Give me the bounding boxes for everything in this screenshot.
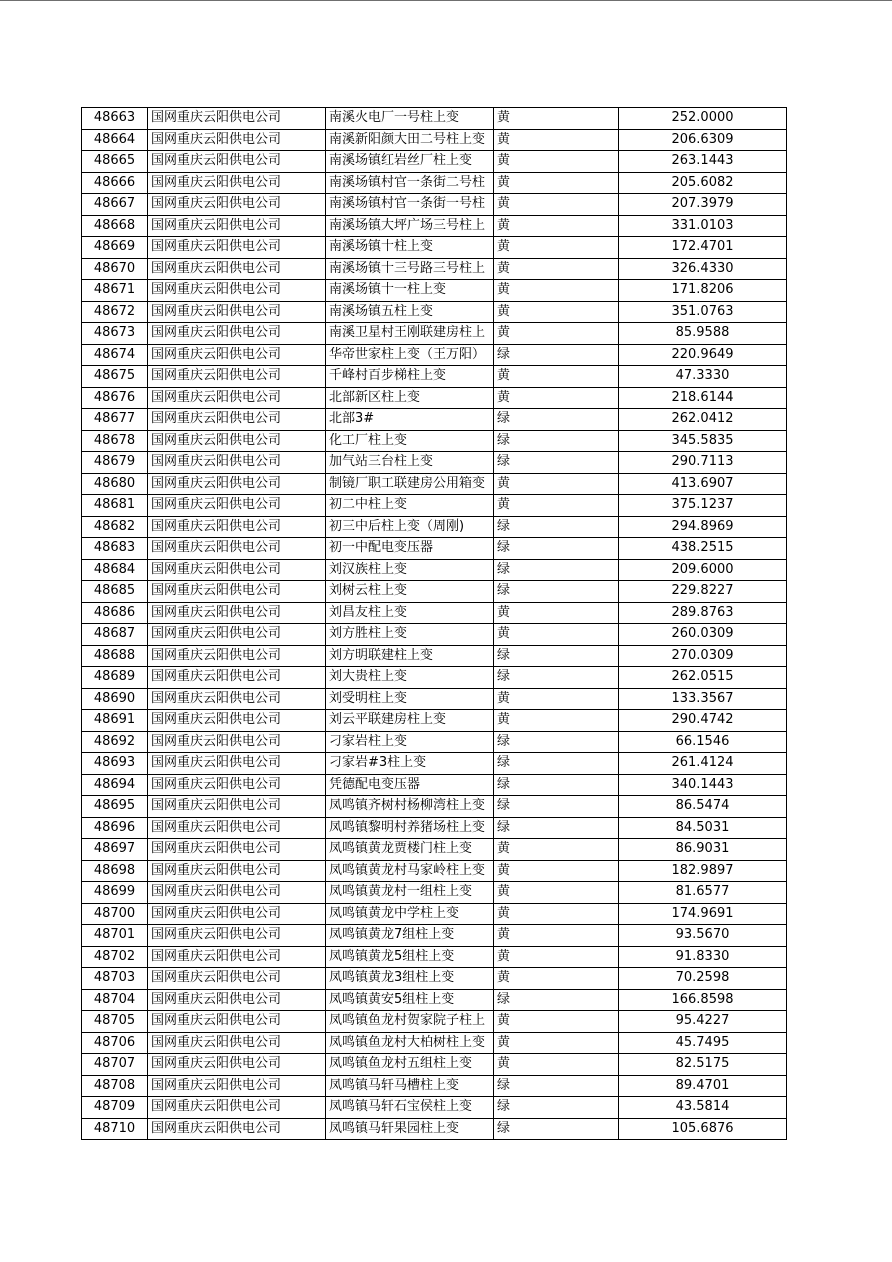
table-row xyxy=(82,1054,787,1076)
table-row xyxy=(82,301,787,323)
transformer-name-cell: 凤鸣镇黄龙村马家岭柱上变 xyxy=(326,860,494,882)
status-color-cell: 绿 xyxy=(494,452,619,474)
transformer-name-cell: 初一中配电变压器 xyxy=(326,538,494,560)
table-row xyxy=(82,538,787,560)
table-row xyxy=(82,516,787,538)
transformer-name-cell: 加气站三台柱上变 xyxy=(326,452,494,474)
transformer-name-cell: 南溪新阳颜大田二号柱上变 xyxy=(326,129,494,151)
transformer-name-cell: 刘云平联建房柱上变 xyxy=(326,710,494,732)
status-color-cell: 黄 xyxy=(494,839,619,861)
transformer-name-cell: 凤鸣镇黄安5组柱上变 xyxy=(326,989,494,1011)
table-row xyxy=(82,796,787,818)
value-cell: 91.8330 xyxy=(619,946,787,968)
table-row xyxy=(82,495,787,517)
status-color-cell: 绿 xyxy=(494,409,619,431)
row-id-cell: 48690 xyxy=(82,688,148,710)
row-id-cell: 48666 xyxy=(82,172,148,194)
value-cell: 220.9649 xyxy=(619,344,787,366)
table-row xyxy=(82,667,787,689)
table-row xyxy=(82,473,787,495)
status-color-cell: 黄 xyxy=(494,602,619,624)
value-cell: 182.9897 xyxy=(619,860,787,882)
status-color-cell: 黄 xyxy=(494,258,619,280)
value-cell: 413.6907 xyxy=(619,473,787,495)
transformer-name-cell: 刘方明联建柱上变 xyxy=(326,645,494,667)
status-color-cell: 黄 xyxy=(494,860,619,882)
status-color-cell: 黄 xyxy=(494,387,619,409)
table-row xyxy=(82,602,787,624)
table-row xyxy=(82,258,787,280)
transformer-name-cell: 南溪卫星村王刚联建房柱上 xyxy=(326,323,494,345)
value-cell: 95.4227 xyxy=(619,1011,787,1033)
row-id-cell: 48699 xyxy=(82,882,148,904)
company-cell: 国网重庆云阳供电公司 xyxy=(148,774,326,796)
row-id-cell: 48688 xyxy=(82,645,148,667)
value-cell: 174.9691 xyxy=(619,903,787,925)
table-row xyxy=(82,1011,787,1033)
value-cell: 82.5175 xyxy=(619,1054,787,1076)
row-id-cell: 48672 xyxy=(82,301,148,323)
company-cell: 国网重庆云阳供电公司 xyxy=(148,409,326,431)
status-color-cell: 绿 xyxy=(494,1075,619,1097)
value-cell: 340.1443 xyxy=(619,774,787,796)
status-color-cell: 绿 xyxy=(494,731,619,753)
status-color-cell: 绿 xyxy=(494,796,619,818)
company-cell: 国网重庆云阳供电公司 xyxy=(148,215,326,237)
table-row xyxy=(82,1032,787,1054)
value-cell: 43.5814 xyxy=(619,1097,787,1119)
company-cell: 国网重庆云阳供电公司 xyxy=(148,581,326,603)
status-color-cell: 绿 xyxy=(494,667,619,689)
table-row xyxy=(82,344,787,366)
value-cell: 345.5835 xyxy=(619,430,787,452)
status-color-cell: 黄 xyxy=(494,194,619,216)
transformer-name-cell: 南溪场镇红岩丝厂柱上变 xyxy=(326,151,494,173)
row-id-cell: 48695 xyxy=(82,796,148,818)
row-id-cell: 48705 xyxy=(82,1011,148,1033)
row-id-cell: 48697 xyxy=(82,839,148,861)
value-cell: 45.7495 xyxy=(619,1032,787,1054)
row-id-cell: 48677 xyxy=(82,409,148,431)
company-cell: 国网重庆云阳供电公司 xyxy=(148,667,326,689)
row-id-cell: 48693 xyxy=(82,753,148,775)
company-cell: 国网重庆云阳供电公司 xyxy=(148,839,326,861)
value-cell: 86.9031 xyxy=(619,839,787,861)
row-id-cell: 48663 xyxy=(82,108,148,130)
transformer-name-cell: 凤鸣镇黄龙中学柱上变 xyxy=(326,903,494,925)
company-cell: 国网重庆云阳供电公司 xyxy=(148,731,326,753)
table-row xyxy=(82,774,787,796)
row-id-cell: 48698 xyxy=(82,860,148,882)
table-row xyxy=(82,624,787,646)
company-cell: 国网重庆云阳供电公司 xyxy=(148,989,326,1011)
company-cell: 国网重庆云阳供电公司 xyxy=(148,237,326,259)
value-cell: 290.4742 xyxy=(619,710,787,732)
transformer-name-cell: 凤鸣镇马轩果园柱上变 xyxy=(326,1118,494,1140)
row-id-cell: 48681 xyxy=(82,495,148,517)
status-color-cell: 绿 xyxy=(494,516,619,538)
company-cell: 国网重庆云阳供电公司 xyxy=(148,882,326,904)
value-cell: 47.3330 xyxy=(619,366,787,388)
value-cell: 290.7113 xyxy=(619,452,787,474)
status-color-cell: 黄 xyxy=(494,925,619,947)
status-color-cell: 绿 xyxy=(494,817,619,839)
value-cell: 262.0515 xyxy=(619,667,787,689)
table-row xyxy=(82,366,787,388)
company-cell: 国网重庆云阳供电公司 xyxy=(148,968,326,990)
value-cell: 84.5031 xyxy=(619,817,787,839)
row-id-cell: 48665 xyxy=(82,151,148,173)
table-row xyxy=(82,688,787,710)
value-cell: 85.9588 xyxy=(619,323,787,345)
table-row xyxy=(82,1097,787,1119)
table-row xyxy=(82,387,787,409)
company-cell: 国网重庆云阳供电公司 xyxy=(148,1032,326,1054)
company-cell: 国网重庆云阳供电公司 xyxy=(148,516,326,538)
value-cell: 93.5670 xyxy=(619,925,787,947)
value-cell: 260.0309 xyxy=(619,624,787,646)
row-id-cell: 48701 xyxy=(82,925,148,947)
value-cell: 263.1443 xyxy=(619,151,787,173)
row-id-cell: 48669 xyxy=(82,237,148,259)
value-cell: 252.0000 xyxy=(619,108,787,130)
value-cell: 261.4124 xyxy=(619,753,787,775)
status-color-cell: 黄 xyxy=(494,215,619,237)
status-color-cell: 绿 xyxy=(494,344,619,366)
table-row xyxy=(82,860,787,882)
transformer-name-cell: 刁家岩柱上变 xyxy=(326,731,494,753)
company-cell: 国网重庆云阳供电公司 xyxy=(148,602,326,624)
value-cell: 81.6577 xyxy=(619,882,787,904)
row-id-cell: 48680 xyxy=(82,473,148,495)
row-id-cell: 48667 xyxy=(82,194,148,216)
row-id-cell: 48670 xyxy=(82,258,148,280)
row-id-cell: 48664 xyxy=(82,129,148,151)
status-color-cell: 黄 xyxy=(494,688,619,710)
value-cell: 105.6876 xyxy=(619,1118,787,1140)
status-color-cell: 绿 xyxy=(494,581,619,603)
transformer-name-cell: 化工厂柱上变 xyxy=(326,430,494,452)
transformer-name-cell: 凤鸣镇黄龙贾楼门柱上变 xyxy=(326,839,494,861)
status-color-cell: 绿 xyxy=(494,1118,619,1140)
company-cell: 国网重庆云阳供电公司 xyxy=(148,796,326,818)
company-cell: 国网重庆云阳供电公司 xyxy=(148,538,326,560)
table-row xyxy=(82,753,787,775)
value-cell: 86.5474 xyxy=(619,796,787,818)
value-cell: 326.4330 xyxy=(619,258,787,280)
table-row xyxy=(82,731,787,753)
company-cell: 国网重庆云阳供电公司 xyxy=(148,1054,326,1076)
transformer-name-cell: 凤鸣镇黄龙村一组柱上变 xyxy=(326,882,494,904)
status-color-cell: 黄 xyxy=(494,968,619,990)
company-cell: 国网重庆云阳供电公司 xyxy=(148,817,326,839)
transformer-name-cell: 凤鸣镇齐树村杨柳湾柱上变 xyxy=(326,796,494,818)
status-color-cell: 黄 xyxy=(494,495,619,517)
company-cell: 国网重庆云阳供电公司 xyxy=(148,925,326,947)
transformer-name-cell: 千峰村百步梯柱上变 xyxy=(326,366,494,388)
transformer-name-cell: 南溪场镇村官一条街一号柱 xyxy=(326,194,494,216)
status-color-cell: 黄 xyxy=(494,323,619,345)
row-id-cell: 48703 xyxy=(82,968,148,990)
transformer-name-cell: 凭德配电变压器 xyxy=(326,774,494,796)
table-row xyxy=(82,172,787,194)
table-row xyxy=(82,882,787,904)
transformer-name-cell: 凤鸣镇黄龙5组柱上变 xyxy=(326,946,494,968)
company-cell: 国网重庆云阳供电公司 xyxy=(148,1097,326,1119)
table-row xyxy=(82,409,787,431)
status-color-cell: 黄 xyxy=(494,151,619,173)
table-row xyxy=(82,559,787,581)
status-color-cell: 黄 xyxy=(494,237,619,259)
company-cell: 国网重庆云阳供电公司 xyxy=(148,903,326,925)
table-row xyxy=(82,968,787,990)
company-cell: 国网重庆云阳供电公司 xyxy=(148,495,326,517)
transformer-name-cell: 初二中柱上变 xyxy=(326,495,494,517)
row-id-cell: 48686 xyxy=(82,602,148,624)
company-cell: 国网重庆云阳供电公司 xyxy=(148,366,326,388)
row-id-cell: 48668 xyxy=(82,215,148,237)
company-cell: 国网重庆云阳供电公司 xyxy=(148,387,326,409)
value-cell: 133.3567 xyxy=(619,688,787,710)
status-color-cell: 黄 xyxy=(494,882,619,904)
company-cell: 国网重庆云阳供电公司 xyxy=(148,301,326,323)
transformer-name-cell: 凤鸣镇马轩石宝侯柱上变 xyxy=(326,1097,494,1119)
status-color-cell: 黄 xyxy=(494,172,619,194)
row-id-cell: 48708 xyxy=(82,1075,148,1097)
table-row xyxy=(82,194,787,216)
status-color-cell: 黄 xyxy=(494,1032,619,1054)
transformer-name-cell: 刘大贵柱上变 xyxy=(326,667,494,689)
status-color-cell: 黄 xyxy=(494,280,619,302)
transformer-name-cell: 刘树云柱上变 xyxy=(326,581,494,603)
transformer-name-cell: 南溪场镇五柱上变 xyxy=(326,301,494,323)
company-cell: 国网重庆云阳供电公司 xyxy=(148,710,326,732)
value-cell: 207.3979 xyxy=(619,194,787,216)
company-cell: 国网重庆云阳供电公司 xyxy=(148,452,326,474)
company-cell: 国网重庆云阳供电公司 xyxy=(148,172,326,194)
transformer-name-cell: 南溪场镇十三号路三号柱上 xyxy=(326,258,494,280)
company-cell: 国网重庆云阳供电公司 xyxy=(148,473,326,495)
company-cell: 国网重庆云阳供电公司 xyxy=(148,1118,326,1140)
value-cell: 229.8227 xyxy=(619,581,787,603)
company-cell: 国网重庆云阳供电公司 xyxy=(148,753,326,775)
company-cell: 国网重庆云阳供电公司 xyxy=(148,344,326,366)
table-row xyxy=(82,108,787,130)
company-cell: 国网重庆云阳供电公司 xyxy=(148,258,326,280)
value-cell: 331.0103 xyxy=(619,215,787,237)
row-id-cell: 48694 xyxy=(82,774,148,796)
status-color-cell: 黄 xyxy=(494,473,619,495)
value-cell: 166.8598 xyxy=(619,989,787,1011)
company-cell: 国网重庆云阳供电公司 xyxy=(148,280,326,302)
transformer-name-cell: 初三中后柱上变（周刚) xyxy=(326,516,494,538)
row-id-cell: 48683 xyxy=(82,538,148,560)
row-id-cell: 48671 xyxy=(82,280,148,302)
row-id-cell: 48707 xyxy=(82,1054,148,1076)
row-id-cell: 48673 xyxy=(82,323,148,345)
value-cell: 171.8206 xyxy=(619,280,787,302)
transformer-name-cell: 凤鸣镇马轩马槽柱上变 xyxy=(326,1075,494,1097)
table-row xyxy=(82,817,787,839)
row-id-cell: 48684 xyxy=(82,559,148,581)
row-id-cell: 48679 xyxy=(82,452,148,474)
transformer-name-cell: 刘昌友柱上变 xyxy=(326,602,494,624)
row-id-cell: 48682 xyxy=(82,516,148,538)
table-row xyxy=(82,452,787,474)
value-cell: 205.6082 xyxy=(619,172,787,194)
status-color-cell: 绿 xyxy=(494,430,619,452)
transformer-name-cell: 南溪场镇十一柱上变 xyxy=(326,280,494,302)
table-row xyxy=(82,1118,787,1140)
status-color-cell: 绿 xyxy=(494,645,619,667)
transformer-name-cell: 南溪场镇村官一条街二号柱 xyxy=(326,172,494,194)
table-body xyxy=(82,108,787,1140)
transformer-name-cell: 凤鸣镇黎明村养猪场柱上变 xyxy=(326,817,494,839)
transformer-name-cell: 制镜厂职工联建房公用箱变 xyxy=(326,473,494,495)
table-row xyxy=(82,215,787,237)
value-cell: 270.0309 xyxy=(619,645,787,667)
status-color-cell: 绿 xyxy=(494,1097,619,1119)
transformer-name-cell: 凤鸣镇鱼龙村贺家院子柱上 xyxy=(326,1011,494,1033)
row-id-cell: 48710 xyxy=(82,1118,148,1140)
status-color-cell: 黄 xyxy=(494,129,619,151)
row-id-cell: 48704 xyxy=(82,989,148,1011)
company-cell: 国网重庆云阳供电公司 xyxy=(148,1075,326,1097)
transformer-name-cell: 凤鸣镇黄龙7组柱上变 xyxy=(326,925,494,947)
table-row xyxy=(82,839,787,861)
status-color-cell: 绿 xyxy=(494,774,619,796)
company-cell: 国网重庆云阳供电公司 xyxy=(148,1011,326,1033)
row-id-cell: 48691 xyxy=(82,710,148,732)
company-cell: 国网重庆云阳供电公司 xyxy=(148,194,326,216)
status-color-cell: 黄 xyxy=(494,1011,619,1033)
value-cell: 206.6309 xyxy=(619,129,787,151)
value-cell: 218.6144 xyxy=(619,387,787,409)
transformer-name-cell: 南溪场镇大坪广场三号柱上 xyxy=(326,215,494,237)
company-cell: 国网重庆云阳供电公司 xyxy=(148,129,326,151)
company-cell: 国网重庆云阳供电公司 xyxy=(148,624,326,646)
transformer-name-cell: 华帝世家柱上变（王万阳） xyxy=(326,344,494,366)
row-id-cell: 48674 xyxy=(82,344,148,366)
transformer-name-cell: 刁家岩#3柱上变 xyxy=(326,753,494,775)
status-color-cell: 黄 xyxy=(494,710,619,732)
row-id-cell: 48687 xyxy=(82,624,148,646)
value-cell: 438.2515 xyxy=(619,538,787,560)
transformer-name-cell: 凤鸣镇黄龙3组柱上变 xyxy=(326,968,494,990)
table-row xyxy=(82,323,787,345)
row-id-cell: 48676 xyxy=(82,387,148,409)
company-cell: 国网重庆云阳供电公司 xyxy=(148,688,326,710)
table-row xyxy=(82,129,787,151)
row-id-cell: 48689 xyxy=(82,667,148,689)
transformer-name-cell: 南溪火电厂一号柱上变 xyxy=(326,108,494,130)
company-cell: 国网重庆云阳供电公司 xyxy=(148,946,326,968)
table-row xyxy=(82,710,787,732)
transformer-table xyxy=(81,107,787,1140)
value-cell: 89.4701 xyxy=(619,1075,787,1097)
row-id-cell: 48700 xyxy=(82,903,148,925)
value-cell: 294.8969 xyxy=(619,516,787,538)
company-cell: 国网重庆云阳供电公司 xyxy=(148,323,326,345)
page-top-border xyxy=(0,0,892,1)
status-color-cell: 黄 xyxy=(494,366,619,388)
status-color-cell: 绿 xyxy=(494,753,619,775)
status-color-cell: 黄 xyxy=(494,301,619,323)
transformer-name-cell: 北部新区柱上变 xyxy=(326,387,494,409)
table-row xyxy=(82,1075,787,1097)
row-id-cell: 48692 xyxy=(82,731,148,753)
status-color-cell: 黄 xyxy=(494,1054,619,1076)
company-cell: 国网重庆云阳供电公司 xyxy=(148,645,326,667)
company-cell: 国网重庆云阳供电公司 xyxy=(148,559,326,581)
company-cell: 国网重庆云阳供电公司 xyxy=(148,430,326,452)
value-cell: 262.0412 xyxy=(619,409,787,431)
table-row xyxy=(82,581,787,603)
row-id-cell: 48706 xyxy=(82,1032,148,1054)
row-id-cell: 48675 xyxy=(82,366,148,388)
row-id-cell: 48702 xyxy=(82,946,148,968)
value-cell: 70.2598 xyxy=(619,968,787,990)
row-id-cell: 48678 xyxy=(82,430,148,452)
transformer-name-cell: 南溪场镇十柱上变 xyxy=(326,237,494,259)
table-row xyxy=(82,946,787,968)
table-row xyxy=(82,430,787,452)
value-cell: 375.1237 xyxy=(619,495,787,517)
status-color-cell: 绿 xyxy=(494,538,619,560)
transformer-name-cell: 刘受明柱上变 xyxy=(326,688,494,710)
table-row xyxy=(82,925,787,947)
transformer-name-cell: 刘方胜柱上变 xyxy=(326,624,494,646)
status-color-cell: 黄 xyxy=(494,903,619,925)
row-id-cell: 48696 xyxy=(82,817,148,839)
transformer-name-cell: 北部3# xyxy=(326,409,494,431)
value-cell: 209.6000 xyxy=(619,559,787,581)
table-row xyxy=(82,237,787,259)
table-row xyxy=(82,903,787,925)
table-row xyxy=(82,151,787,173)
transformer-name-cell: 凤鸣镇鱼龙村五组柱上变 xyxy=(326,1054,494,1076)
transformer-name-cell: 刘汉族柱上变 xyxy=(326,559,494,581)
transformer-name-cell: 凤鸣镇鱼龙村大柏树柱上变 xyxy=(326,1032,494,1054)
table-row xyxy=(82,645,787,667)
value-cell: 172.4701 xyxy=(619,237,787,259)
table-row xyxy=(82,280,787,302)
value-cell: 66.1546 xyxy=(619,731,787,753)
company-cell: 国网重庆云阳供电公司 xyxy=(148,151,326,173)
value-cell: 289.8763 xyxy=(619,602,787,624)
row-id-cell: 48685 xyxy=(82,581,148,603)
company-cell: 国网重庆云阳供电公司 xyxy=(148,108,326,130)
company-cell: 国网重庆云阳供电公司 xyxy=(148,860,326,882)
row-id-cell: 48709 xyxy=(82,1097,148,1119)
table-row xyxy=(82,989,787,1011)
status-color-cell: 黄 xyxy=(494,946,619,968)
status-color-cell: 黄 xyxy=(494,108,619,130)
value-cell: 351.0763 xyxy=(619,301,787,323)
status-color-cell: 绿 xyxy=(494,559,619,581)
status-color-cell: 绿 xyxy=(494,989,619,1011)
status-color-cell: 黄 xyxy=(494,624,619,646)
